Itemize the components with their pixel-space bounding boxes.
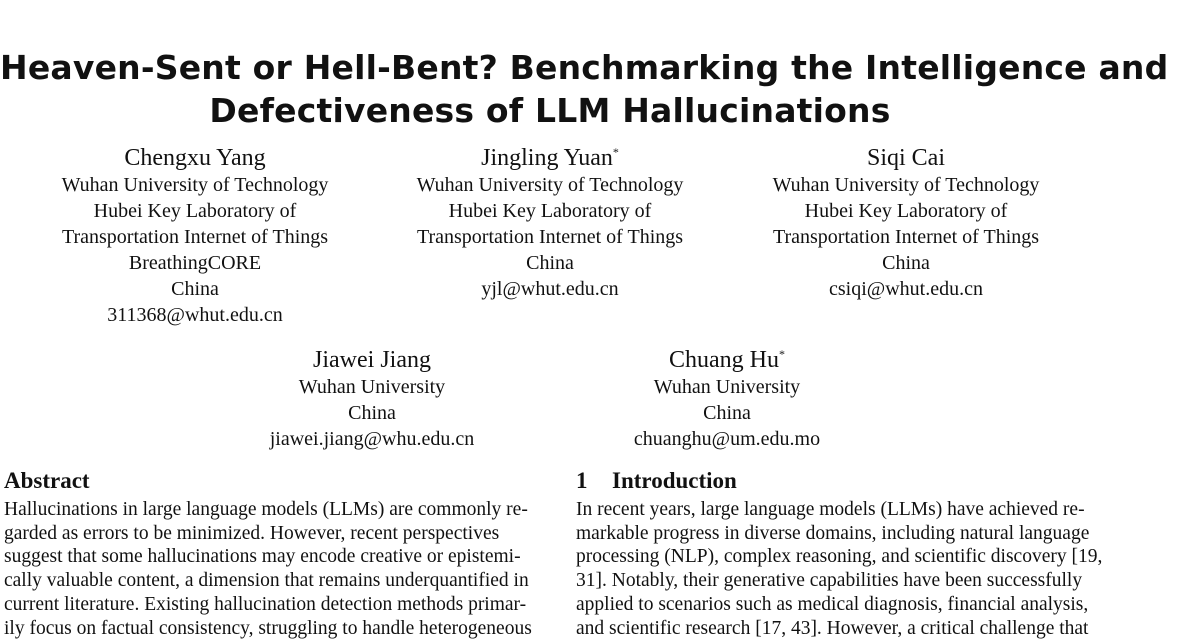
author-affiliation: Hubei Key Laboratory of xyxy=(93,200,297,222)
author-affiliation: Wuhan University of Technology xyxy=(772,174,1040,196)
author-name: Chengxu Yang xyxy=(124,145,266,171)
corresponding-mark: * xyxy=(612,145,619,159)
paper-title xyxy=(0,46,1169,132)
introduction-line: applied to scenarios such as medical diagnosis, financial analysis, xyxy=(576,593,1089,615)
author-affiliation: Transportation Internet of Things xyxy=(416,226,684,248)
author-affiliation: Hubei Key Laboratory of xyxy=(448,200,652,222)
introduction-line: In recent years, large language models (LLMs) have achieved re- xyxy=(576,499,1085,520)
abstract-line: cally valuable content, a dimension that remains underquantified in xyxy=(4,570,529,592)
introduction-heading xyxy=(576,466,1136,496)
introduction-line: and scientific research [17, 43]. However, a critical challenge that xyxy=(576,617,1089,639)
author-country: China xyxy=(348,402,396,424)
author-affiliation: Hubei Key Laboratory of xyxy=(804,200,1008,222)
author-email: 311368@whut.edu.cn xyxy=(107,304,283,326)
author-name: Jingling Yuan* xyxy=(481,145,619,171)
author-block xyxy=(557,346,897,452)
author-name: Siqi Cai xyxy=(866,145,945,171)
paper-title-line: Heaven-Sent or Hell-Bent? Benchmarking the Intelligence and xyxy=(0,48,1169,87)
author-name: Chuang Hu* xyxy=(669,347,785,373)
abstract-heading: Abstract xyxy=(4,468,90,493)
author-email: jiawei.jiang@whu.edu.cn xyxy=(269,428,475,450)
introduction-body xyxy=(576,498,1136,640)
introduction-line: 31]. Notably, their generative capabilities have been successfully xyxy=(576,570,1083,592)
author-affiliation: Wuhan University of Technology xyxy=(416,174,684,196)
author-affiliation: Wuhan University of Technology xyxy=(61,174,329,196)
abstract-line: current literature. Existing hallucination detection methods primar- xyxy=(4,593,527,615)
section-title: Introduction xyxy=(612,468,737,493)
author-affiliation: Wuhan University xyxy=(298,376,446,398)
author-country: China xyxy=(171,278,219,300)
abstract-line: garded as errors to be minimized. However, recent perspectives xyxy=(4,522,500,544)
introduction-line: markable progress in diverse domains, including natural language xyxy=(576,522,1090,544)
author-email: chuanghu@um.edu.mo xyxy=(633,428,821,450)
author-block xyxy=(736,144,1076,302)
author-affiliation: BreathingCORE xyxy=(128,252,262,274)
author-email: csiqi@whut.edu.cn xyxy=(829,278,983,300)
author-affiliation: Transportation Internet of Things xyxy=(772,226,1040,248)
introduction-section xyxy=(576,466,1136,640)
author-email: yjl@whut.edu.cn xyxy=(481,278,619,300)
author-country: China xyxy=(526,252,574,274)
abstract-section xyxy=(4,466,564,640)
corresponding-mark: * xyxy=(779,347,785,361)
introduction-line: processing (NLP), complex reasoning, and scientific discovery [19, xyxy=(576,546,1103,568)
author-affiliation: Transportation Internet of Things xyxy=(61,226,329,248)
author-affiliation: Wuhan University xyxy=(653,376,801,398)
author-country: China xyxy=(703,402,751,424)
author-country: China xyxy=(882,252,930,274)
author-block xyxy=(202,346,542,452)
author-block xyxy=(25,144,365,328)
abstract-line: suggest that some hallucinations may encode creative or epistemi- xyxy=(4,546,521,568)
author-block xyxy=(380,144,720,302)
abstract-line: ily focus on factual consistency, struggling to handle heterogeneous xyxy=(4,617,532,639)
paper-title-line: Defectiveness of LLM Hallucinations xyxy=(209,91,891,130)
author-name: Jiawei Jiang xyxy=(313,347,431,373)
section-number: 1 xyxy=(576,468,588,493)
abstract-body xyxy=(4,498,564,640)
abstract-line: Hallucinations in large language models (LLMs) are commonly re- xyxy=(4,499,528,520)
